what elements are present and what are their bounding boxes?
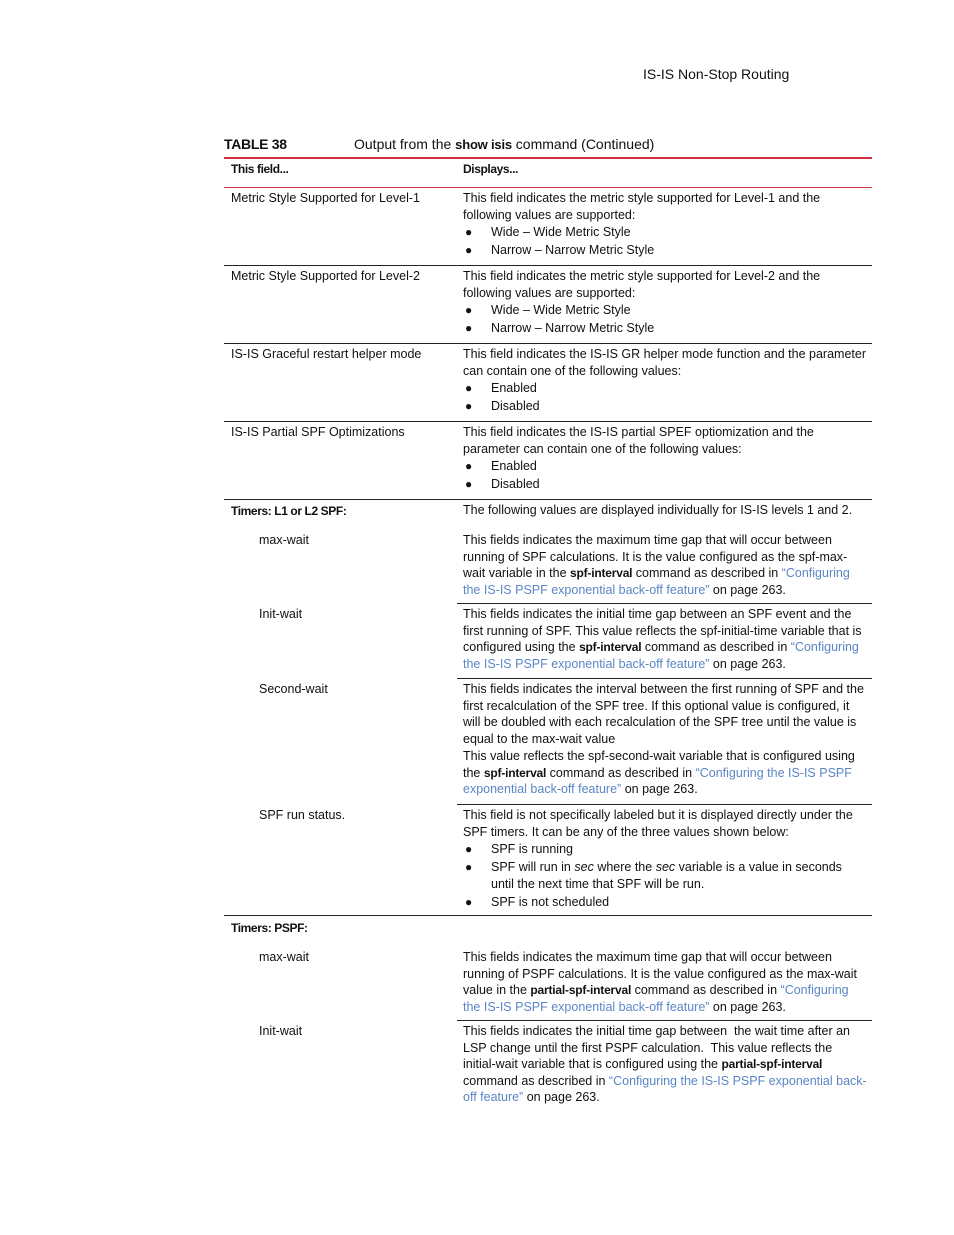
row-divider xyxy=(224,499,872,500)
column-header-field: This field... xyxy=(231,162,289,176)
bullet-icon: ● xyxy=(465,477,473,491)
row-divider xyxy=(457,678,872,679)
description-text: command as described in xyxy=(635,566,779,580)
command-keyword: partial-spf-interval xyxy=(721,1057,823,1071)
bullet-icon: ● xyxy=(465,399,473,413)
row-field-spf-run-status: SPF run status. xyxy=(259,808,346,822)
list-item xyxy=(463,320,867,337)
list-item xyxy=(463,224,867,241)
group-timers-pspf: Timers: PSPF: xyxy=(231,921,308,935)
description: This field is not specifically labeled but it is displayed directly under the SPF timers. It can be any of the three values shown below: xyxy=(463,808,853,839)
table-title-command: show isis xyxy=(455,137,512,152)
row-displays-metric-level2 xyxy=(463,268,867,338)
list-item xyxy=(463,302,867,319)
row-field-gr-helper: IS-IS Graceful restart helper mode xyxy=(231,347,422,361)
row-field-partial-spf: IS-IS Partial SPF Optimizations xyxy=(231,425,405,439)
row-displays-partial-spf xyxy=(463,424,867,494)
description: This field indicates the IS-IS GR helper mode function and the parameter can contain one of the following values: xyxy=(463,347,866,378)
command-keyword: spf-interval xyxy=(570,566,633,580)
row-divider xyxy=(224,421,872,422)
row-field-pspf-max-wait: max-wait xyxy=(259,950,310,964)
page-reference: on page 263. xyxy=(526,1090,600,1104)
list-item-label: SPF is not scheduled xyxy=(491,894,610,909)
list-item xyxy=(463,476,867,493)
description-text: This value reflects the spf-second-wait variable that is configured using the xyxy=(463,749,855,780)
list-item-label: Disabled xyxy=(491,399,540,413)
group-timers-spf-description: The following values are displayed individually for IS-IS levels 1 and 2. xyxy=(463,503,853,517)
description-text: command as described in xyxy=(644,640,788,654)
list-item-label: Narrow – Narrow Metric Style xyxy=(491,243,655,257)
command-keyword: partial-spf-interval xyxy=(530,983,632,997)
description-text: command as described in xyxy=(634,983,778,997)
command-keyword: spf-interval xyxy=(483,765,547,780)
row-displays-spf-run-status xyxy=(463,807,867,912)
table-title xyxy=(354,136,654,152)
row-displays-metric-level1 xyxy=(463,190,867,260)
bullet-icon: ● xyxy=(465,842,473,856)
description: This field indicates the IS-IS partial SPEF optiomization and the parameter can contain one of the following values: xyxy=(463,425,814,456)
row-divider xyxy=(457,1020,872,1021)
row-field-pspf-init-wait: Init-wait xyxy=(259,1024,303,1038)
list-item xyxy=(463,380,867,397)
list-item xyxy=(463,242,867,259)
list-item-text: where the xyxy=(597,860,653,874)
description-text: This fields indicates the maximum time gap that will occur between running of PSPF calculations. It is the value configured as the max-wait value in the xyxy=(463,950,857,997)
description xyxy=(463,748,867,798)
description: This field indicates the metric style supported for Level-1 and the following values are supported: xyxy=(463,191,821,222)
description: This fields indicates the interval between the first running of SPF and the first recalculation of the SPF tree. If this optional value is configured, it will be doubled with each recalculation of the SPF tree until the value is equal to the max-wait value xyxy=(463,682,864,746)
variable-sec: sec xyxy=(574,860,594,874)
table-number: TABLE 38 xyxy=(224,136,287,152)
value-list xyxy=(463,302,867,337)
bullet-icon: ● xyxy=(465,303,473,317)
row-field-metric-level2: Metric Style Supported for Level-2 xyxy=(231,269,420,283)
list-item-text: variable is a value in seconds until the next time that SPF will be run. xyxy=(491,860,842,891)
page-reference: on page 263. xyxy=(712,999,786,1014)
row-divider xyxy=(457,804,872,805)
row-field-metric-level1: Metric Style Supported for Level-1 xyxy=(231,191,420,205)
header-rule xyxy=(224,187,872,188)
list-item xyxy=(463,841,867,858)
bullet-icon: ● xyxy=(465,225,473,239)
description-text: This fields indicates the initial time gap between the wait time after an LSP change until the first PSPF calculation. This value reflects the initial-wait variable that is configured using the xyxy=(463,1024,854,1071)
bullet-icon: ● xyxy=(465,459,473,473)
row-divider xyxy=(224,265,872,266)
bullet-icon: ● xyxy=(465,894,473,909)
value-list xyxy=(463,458,867,493)
description-text: This fields indicates the maximum time gap that will occur between running of SPF calculations. It is the value configured as the spf-max-wait variable in the xyxy=(463,533,848,580)
value-list xyxy=(463,841,867,910)
description: This field indicates the metric style supported for Level-2 and the following values are supported: xyxy=(463,269,821,300)
list-item-label: Wide – Wide Metric Style xyxy=(491,225,631,239)
list-item-label: Disabled xyxy=(491,477,540,491)
page-reference: on page 263. xyxy=(624,782,698,796)
row-displays-spf-max-wait xyxy=(463,532,867,598)
caption-rule xyxy=(224,157,872,159)
list-item xyxy=(463,859,867,892)
list-item-label: Narrow – Narrow Metric Style xyxy=(491,321,655,335)
row-displays-gr-helper xyxy=(463,346,867,416)
bullet-icon: ● xyxy=(465,243,473,257)
table-caption xyxy=(224,136,872,158)
list-item xyxy=(463,458,867,475)
group-timers-spf: Timers: L1 or L2 SPF: xyxy=(231,504,347,518)
cross-reference-link[interactable]: “Configuring the IS-IS PSPF exponential back-off feature” xyxy=(463,566,850,597)
bullet-icon: ● xyxy=(465,860,473,874)
list-item-label: Enabled xyxy=(491,459,537,473)
row-divider xyxy=(457,603,872,604)
list-item-label: Enabled xyxy=(491,381,537,395)
value-list xyxy=(463,380,867,415)
running-header: IS-IS Non-Stop Routing xyxy=(643,66,790,82)
row-field-spf-second-wait: Second-wait xyxy=(259,682,328,696)
page-reference: on page 263. xyxy=(712,656,786,671)
cross-reference-link[interactable]: “Configuring the IS-IS PSPF exponential back-off feature” xyxy=(463,1073,867,1104)
cross-reference-link[interactable]: “Configuring the IS-IS PSPF exponential back-off feature” xyxy=(463,765,852,796)
description-text: command as described in xyxy=(549,765,693,780)
variable-sec: sec xyxy=(655,860,676,874)
page-reference: on page 263. xyxy=(712,582,786,597)
bullet-icon: ● xyxy=(465,381,473,395)
row-displays-spf-second-wait xyxy=(463,681,867,798)
table-title-pre: Output from the xyxy=(354,136,452,152)
row-displays-spf-init-wait xyxy=(463,606,867,672)
column-header-displays: Displays... xyxy=(463,162,518,176)
table-title-post: command (Continued) xyxy=(515,136,655,152)
list-item xyxy=(463,894,867,911)
list-item-label: Wide – Wide Metric Style xyxy=(491,303,631,317)
row-field-spf-max-wait: max-wait xyxy=(259,533,310,547)
row-field-spf-init-wait: Init-wait xyxy=(259,607,303,621)
list-item-label: SPF will run in xyxy=(491,860,571,874)
value-list xyxy=(463,224,867,259)
row-divider xyxy=(224,343,872,344)
description-text: This fields indicates the initial time gap between an SPF event and the first running of SPF. This value reflects the spf-initial-time variable that is configured using the xyxy=(463,607,862,654)
bullet-icon: ● xyxy=(465,321,473,335)
command-keyword: spf-interval xyxy=(579,640,642,654)
cross-reference-link[interactable]: “Configuring the IS-IS PSPF exponential back-off feature” xyxy=(463,640,859,671)
row-displays-pspf-max-wait xyxy=(463,949,867,1015)
list-item-label: SPF is running xyxy=(491,842,573,856)
list-item xyxy=(463,398,867,415)
description-text: command as described in xyxy=(463,1073,606,1088)
cross-reference-link[interactable]: “Configuring the IS-IS PSPF exponential back-off feature” xyxy=(463,983,849,1014)
row-divider xyxy=(224,915,872,916)
row-displays-pspf-init-wait xyxy=(463,1023,867,1106)
